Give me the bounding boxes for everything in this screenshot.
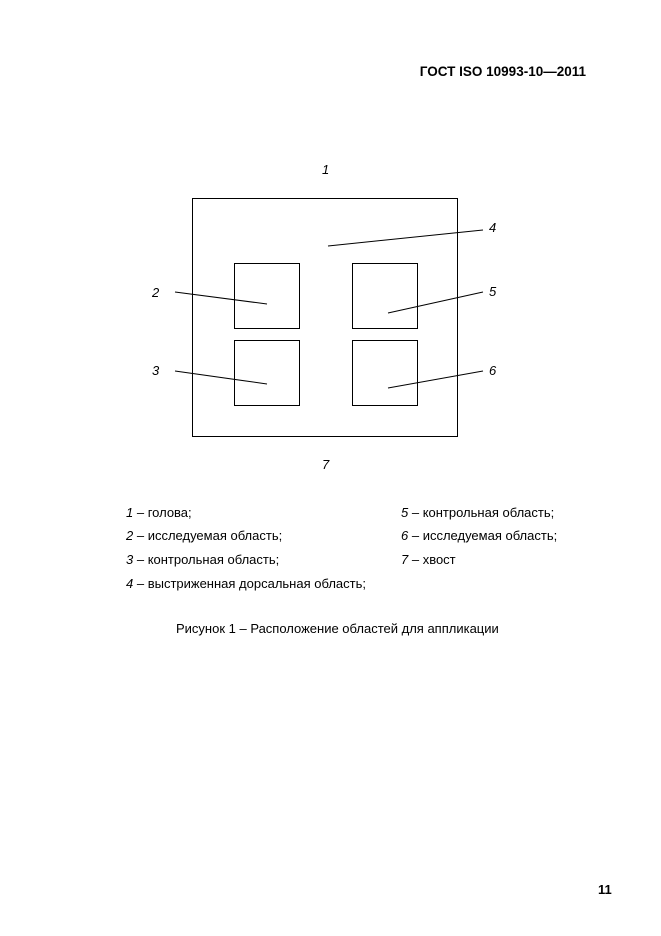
label-5: 5	[489, 284, 497, 299]
area-2-box	[235, 264, 300, 329]
label-4: 4	[489, 220, 497, 235]
legend-item: 1 – голова;	[126, 505, 192, 520]
area-6-box	[353, 341, 418, 406]
label-6: 6	[489, 363, 497, 378]
leader-line-5	[388, 292, 483, 313]
label-7: 7	[322, 457, 330, 472]
leader-line-3	[175, 371, 267, 384]
figure-caption: Рисунок 1 – Расположение областей для аппликации	[176, 621, 499, 636]
legend-item: 3 – контрольная область;	[126, 552, 280, 567]
area-3-box	[235, 341, 300, 406]
standard-header: ГОСТ ISO 10993-10—2011	[419, 64, 586, 79]
legend-item: 4 – выстриженная дорсальная область;	[126, 576, 366, 591]
label-3: 3	[152, 363, 160, 378]
leader-line-2	[175, 292, 267, 304]
area-5-box	[353, 264, 418, 329]
legend-item: 6 – исследуемая область;	[401, 528, 558, 543]
page-number: 11	[598, 882, 612, 897]
leader-line-4	[328, 230, 483, 246]
legend-item: 5 – контрольная область;	[401, 505, 555, 520]
label-1: 1	[322, 162, 330, 177]
leader-line-6	[388, 371, 483, 388]
legend-item: 7 – хвост	[401, 552, 456, 567]
legend-item: 2 – исследуемая область;	[126, 528, 283, 543]
label-2: 2	[152, 285, 160, 300]
